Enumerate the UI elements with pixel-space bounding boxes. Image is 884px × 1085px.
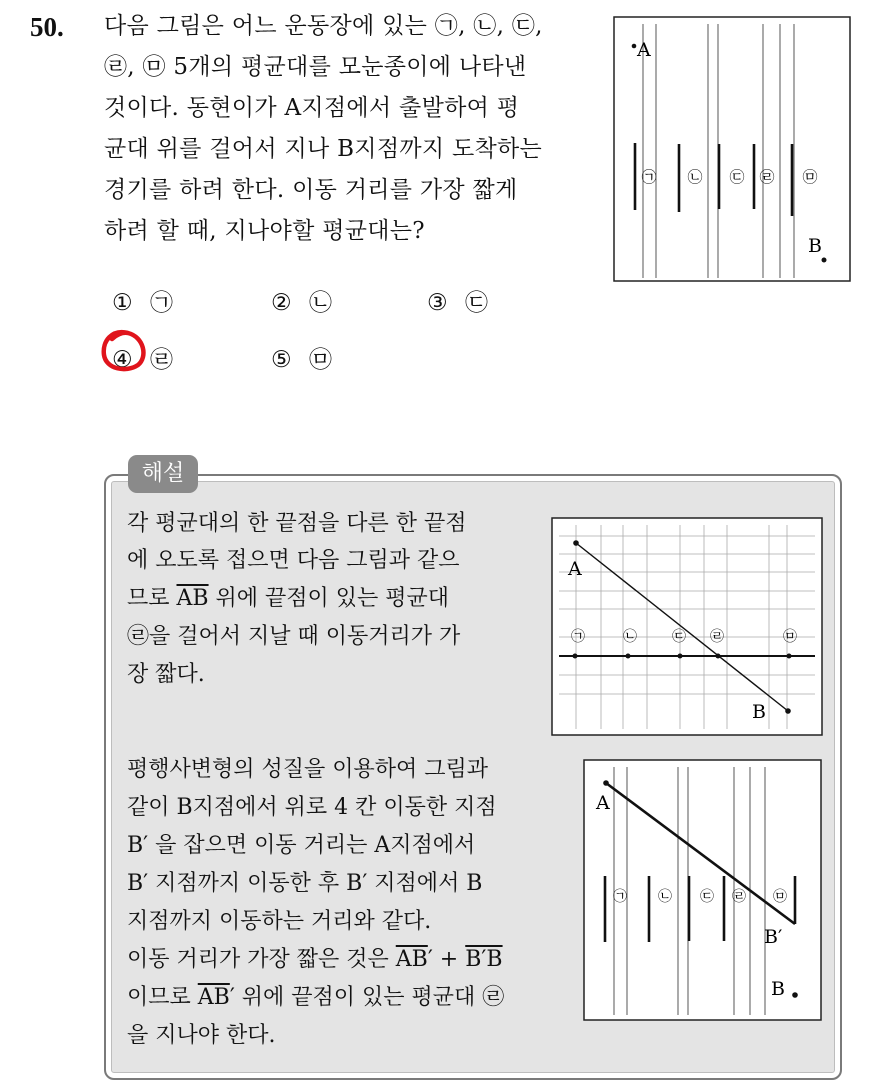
choice-5[interactable] — [271, 341, 332, 374]
solution-figure-2 — [583, 759, 822, 1021]
fig2-beam-label-5: ㉤ — [773, 889, 787, 905]
choice-4-num: ④ — [112, 347, 133, 373]
question-line-3: 것이다. 동현이가 A지점에서 출발하여 평 — [104, 95, 520, 121]
choice-3-label: ㉢ — [464, 290, 488, 316]
label-b: B — [808, 235, 822, 257]
question-line-6: 하려 할 때, 지나야할 평균대는? — [104, 218, 425, 244]
segment-b-prime-b: B′B — [465, 947, 503, 972]
choice-4-label: ㉣ — [149, 347, 173, 373]
question-line-1: 다음 그림은 어느 운동장에 있는 ㉠, ㉡, ㉢, — [104, 13, 543, 39]
choice-1[interactable] — [112, 284, 173, 317]
fig1-beam-label-4: ㉣ — [710, 629, 724, 645]
fig1-beam-label-3: ㉢ — [672, 629, 686, 645]
question-figure — [613, 16, 851, 282]
choice-1-num: ① — [112, 290, 133, 316]
sol-p1-line-3-b: 위에 끝점이 있는 평균대 — [208, 586, 450, 611]
sol-p1-line-1: 각 평균대의 한 끝점을 다른 한 끝점 — [127, 511, 467, 536]
sol-p1-line-4: ㉣을 걸어서 지날 때 이동거리가 가 — [127, 624, 461, 649]
question-line-5: 경기를 하려 한다. 이동 거리를 가장 짧게 — [104, 177, 518, 203]
question-line-4: 균대 위를 걸어서 지나 B지점까지 도착하는 — [104, 136, 543, 162]
beam-label-1: ㉠ — [641, 168, 657, 186]
sol-p3-line-1 — [127, 941, 503, 978]
sol-p3-line-3: 을 지나야 한다. — [127, 1023, 276, 1048]
fig1-label-a: A — [568, 558, 582, 580]
fig1-beam-label-5: ㉤ — [783, 629, 797, 645]
fig2-label-b: B — [771, 978, 785, 1000]
solution-tab: 해설 — [128, 455, 198, 493]
beam-label-5: ㉤ — [802, 168, 818, 186]
sol-p3-line-2 — [127, 979, 504, 1016]
choice-2-label: ㉡ — [308, 290, 332, 316]
sol-p3-line2-suffix: 위에 끝점이 있는 평균대 ㉣ — [234, 985, 505, 1010]
sol-p2-line-4: B′ 지점까지 이동한 후 B′ 지점에서 B — [127, 871, 483, 896]
fig1-beam-label-2: ㉡ — [623, 629, 637, 645]
segment-ab: $\overline{AB}$ — [176, 586, 209, 611]
choice-5-num: ⑤ — [271, 347, 292, 373]
fig2-label-a: A — [596, 792, 610, 814]
sol-p3-line2-prefix: 이므로 — [127, 985, 198, 1010]
fig2-label-b-prime: B′ — [764, 926, 783, 948]
point-b — [822, 258, 827, 263]
fig2-beam-label-3: ㉢ — [700, 889, 714, 905]
answer-mark-circle — [98, 327, 150, 377]
sol-p1-line-2: 에 오도록 접으면 다음 그림과 같으 — [127, 548, 460, 573]
prime-1: ′ — [427, 947, 433, 972]
question-line-2: ㉣, ㉤ 5개의 평균대를 모눈종이에 나타낸 — [104, 54, 527, 80]
plus-sign: + — [432, 947, 466, 972]
point-a — [632, 44, 637, 49]
question-number: 50. — [30, 12, 64, 42]
beam-label-3: ㉢ — [729, 168, 745, 186]
choice-3-num: ③ — [427, 290, 448, 316]
sol-p2-line-5: 지점까지 이동하는 거리와 같다. — [127, 909, 432, 934]
prime-3: ′ — [229, 985, 235, 1010]
fig1-beam-label-1: ㉠ — [571, 629, 585, 645]
sol-p2-line-1: 평행사변형의 성질을 이용하여 그림과 — [127, 757, 489, 782]
segment-ab-prime-2: $\overline{AB}$ — [197, 985, 230, 1010]
fig2-beam-label-1: ㉠ — [613, 889, 627, 905]
fig2-beam-label-2: ㉡ — [658, 889, 672, 905]
sol-p2-line-3: B′ 을 잡으면 이동 거리는 A지점에서 — [127, 833, 476, 858]
sol-p2-line-2: 같이 B지점에서 위로 4 칸 이동한 지점 — [127, 795, 497, 820]
choice-2[interactable] — [271, 284, 332, 317]
label-a: A — [637, 39, 651, 61]
choice-3[interactable] — [427, 284, 488, 317]
choice-1-label: ㉠ — [149, 290, 173, 316]
sol-p3-prefix: 이동 거리가 가장 짧은 것은 — [127, 947, 396, 972]
sol-p1-line-5: 장 짧다. — [127, 662, 205, 687]
fig2-beam-label-4: ㉣ — [732, 889, 746, 905]
beam-label-4: ㉣ — [759, 168, 775, 186]
beam-label-2: ㉡ — [687, 168, 703, 186]
solution-figure-1 — [551, 517, 823, 736]
sol-p1-line-3 — [127, 580, 449, 617]
fig1-label-b: B — [752, 701, 766, 723]
choice-5-label: ㉤ — [308, 347, 332, 373]
sol-p1-line-3-a: 므로 — [127, 586, 177, 611]
choice-2-num: ② — [271, 290, 292, 316]
segment-ab-prime: $\overline{AB}$ — [395, 947, 428, 972]
